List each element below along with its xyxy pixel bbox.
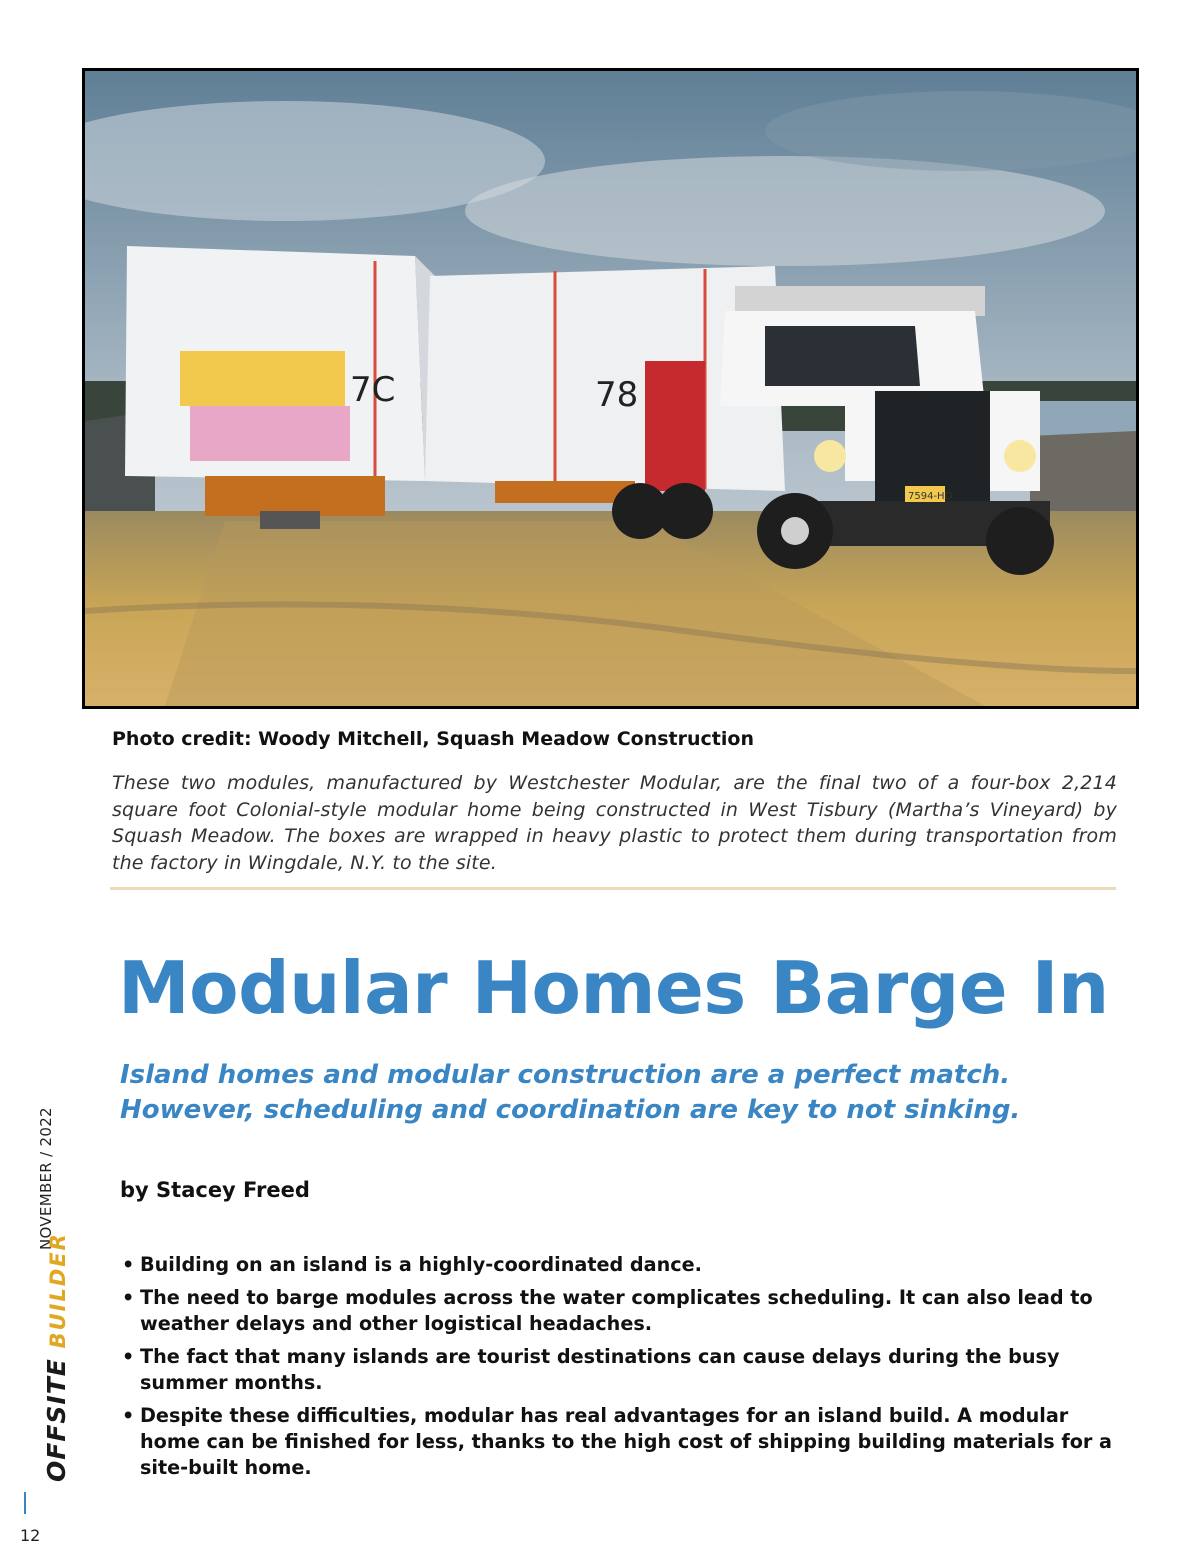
magazine-logo <box>42 1232 71 1482</box>
list-item: • The need to barge modules across the water complicates scheduling. It can also lead to weather delays and other logistical headaches. <box>120 1285 1120 1337</box>
article-byline: by Stacey Freed <box>120 1178 310 1202</box>
list-item: • The fact that many islands are tourist destinations can cause delays during the busy summer months. <box>120 1344 1120 1396</box>
photo-caption: These two modules, manufactured by Westchester Modular, are the final two of a four-box 2,214 square foot Colonial-style modular home being constructed in West Tisbury (Martha’s Vineyard) by Squash Meadow. The boxes are wrapped in heavy plastic to protect them during transportation from the factory in Wingdale, N.Y. to the site. <box>112 772 1117 874</box>
section-divider <box>110 887 1116 890</box>
deck-line-2: However, scheduling and coordination are key to not sinking. <box>120 1095 1021 1125</box>
logo-offsite: OFFSITE <box>42 1358 71 1482</box>
list-item: • Building on an island is a highly-coordinated dance. <box>120 1252 1120 1278</box>
issue-date: NOVEMBER / 2022 <box>37 1107 55 1250</box>
hero-photo <box>82 68 1139 709</box>
key-points-list <box>120 1252 1120 1488</box>
page-number: 12 <box>20 1526 41 1545</box>
photo-illustration <box>85 71 1136 706</box>
list-item: • Despite these difficulties, modular has real advantages for an island build. A modular home can be finished for less, thanks to the high cost of shipping building materials for a site-built home. <box>120 1403 1120 1481</box>
plate-text: 7594-HD <box>908 491 953 502</box>
box1-marking: 7C <box>350 370 396 410</box>
deck-line-1: Island homes and modular construction are a perfect match. <box>120 1060 1011 1090</box>
page-number-accent <box>24 1492 26 1514</box>
article-deck <box>120 1058 1120 1128</box>
article-headline: Modular Homes Barge In <box>118 946 1109 1030</box>
photo-credit: Photo credit: Woody Mitchell, Squash Meadow Construction <box>112 728 754 750</box>
logo-builder: BUILDER <box>46 1232 70 1349</box>
box2-marking: 78 <box>595 375 639 415</box>
